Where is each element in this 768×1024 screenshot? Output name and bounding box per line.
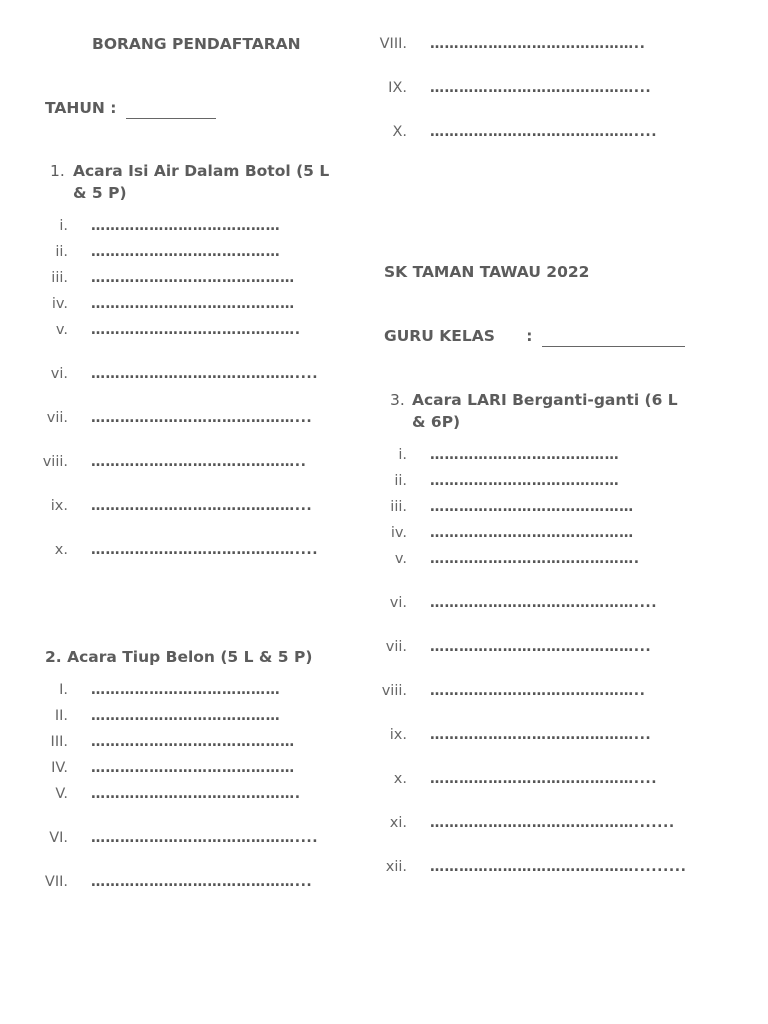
entry-number: ix. — [389, 727, 407, 743]
entry-name-blank[interactable]: …………………………………… — [91, 296, 295, 312]
entry-number: IV. — [51, 760, 68, 776]
entry-number: I. — [59, 682, 68, 698]
entry-name-blank[interactable]: ………………………………… — [91, 708, 281, 724]
class-teacher-colon: : — [526, 327, 533, 345]
entry-number: VII. — [44, 874, 68, 890]
year-field — [45, 97, 216, 119]
entry-number: vii. — [46, 410, 68, 426]
entry-name-blank[interactable]: ………………………………… — [430, 447, 620, 463]
class-teacher-label: GURU KELAS — [384, 327, 495, 345]
entry-name-blank[interactable]: …………………………………….... — [91, 542, 319, 558]
form-title: BORANG PENDAFTARAN — [92, 35, 301, 53]
section1-title: Acara Isi Air Dalam Botol (5 L & 5 P) — [73, 162, 330, 202]
entry-number: vii. — [385, 639, 407, 655]
entry-name-blank[interactable]: ……………………………………. — [430, 551, 640, 567]
entry-number: ii. — [394, 473, 407, 489]
section2-title: 2. Acara Tiup Belon (5 L & 5 P) — [45, 648, 313, 666]
entry-name-blank[interactable]: ……………………………………... — [91, 498, 313, 514]
class-teacher-field — [384, 325, 685, 347]
entry-name-blank[interactable]: …………………………………….... — [430, 595, 658, 611]
year-blank[interactable] — [126, 102, 216, 119]
entry-name-blank[interactable]: ……………………………………... — [430, 80, 652, 96]
class-teacher-blank[interactable] — [542, 330, 685, 347]
entry-name-blank[interactable]: ……………………………………... — [430, 727, 652, 743]
section1-number: 1. — [50, 162, 65, 180]
entry-number: x. — [393, 771, 407, 787]
entry-name-blank[interactable]: ………………………………… — [91, 244, 281, 260]
entry-name-blank[interactable]: …………………………………….. — [91, 454, 307, 470]
entry-number: viii. — [381, 683, 407, 699]
entry-name-blank[interactable]: …………………………………….... — [430, 771, 658, 787]
entry-number: vi. — [389, 595, 407, 611]
entry-name-blank[interactable]: ………………………………… — [430, 473, 620, 489]
entry-number: ix. — [50, 498, 68, 514]
entry-name-blank[interactable]: ……………………………………... — [91, 874, 313, 890]
entry-name-blank[interactable]: ……………………………………......... — [430, 859, 687, 875]
entry-number: iii. — [51, 270, 68, 286]
entry-number: IX. — [388, 80, 407, 96]
entry-name-blank[interactable]: …………………………………….. — [430, 36, 646, 52]
entry-number: II. — [54, 708, 68, 724]
entry-number: v. — [394, 551, 407, 567]
entry-number: xii. — [385, 859, 407, 875]
entry-name-blank[interactable]: ……………………………………... — [430, 639, 652, 655]
entry-number: iii. — [390, 499, 407, 515]
entry-name-blank[interactable]: ………………………………… — [91, 682, 281, 698]
entry-number: iv. — [51, 296, 68, 312]
entry-name-blank[interactable]: ………………………………… — [91, 218, 281, 234]
school-name: SK TAMAN TAWAU 2022 — [384, 263, 590, 281]
entry-number: III. — [50, 734, 68, 750]
section3-title: Acara LARI Berganti-ganti (6 L & 6P) — [412, 391, 678, 431]
entry-number: x. — [54, 542, 68, 558]
entry-number: v. — [55, 322, 68, 338]
entry-number: ii. — [55, 244, 68, 260]
entry-name-blank[interactable]: …………………………………….... — [430, 124, 658, 140]
entry-name-blank[interactable]: ……………………………………... — [91, 410, 313, 426]
entry-number: i. — [59, 218, 68, 234]
entry-number: VIII. — [379, 36, 407, 52]
entry-name-blank[interactable]: …………………………………… — [91, 760, 295, 776]
entry-name-blank[interactable]: …………………………………… — [430, 525, 634, 541]
entry-number: i. — [398, 447, 407, 463]
entry-number: xi. — [389, 815, 407, 831]
section3-number: 3. — [390, 391, 405, 409]
year-label: TAHUN : — [45, 99, 117, 117]
entry-name-blank[interactable]: …………………………………….... — [91, 830, 319, 846]
entry-number: iv. — [390, 525, 407, 541]
entry-name-blank[interactable]: …………………………………… — [430, 499, 634, 515]
entry-number: V. — [55, 786, 68, 802]
entry-name-blank[interactable]: …………………………………… — [91, 270, 295, 286]
entry-name-blank[interactable]: ……………………………………....... — [430, 815, 675, 831]
entry-number: vi. — [50, 366, 68, 382]
entry-number: X. — [392, 124, 407, 140]
entry-name-blank[interactable]: …………………………………… — [91, 734, 295, 750]
entry-name-blank[interactable]: ……………………………………. — [91, 322, 301, 338]
entry-name-blank[interactable]: …………………………………….... — [91, 366, 319, 382]
entry-number: VI. — [49, 830, 68, 846]
entry-name-blank[interactable]: …………………………………….. — [430, 683, 646, 699]
entry-number: viii. — [42, 454, 68, 470]
entry-name-blank[interactable]: ……………………………………. — [91, 786, 301, 802]
